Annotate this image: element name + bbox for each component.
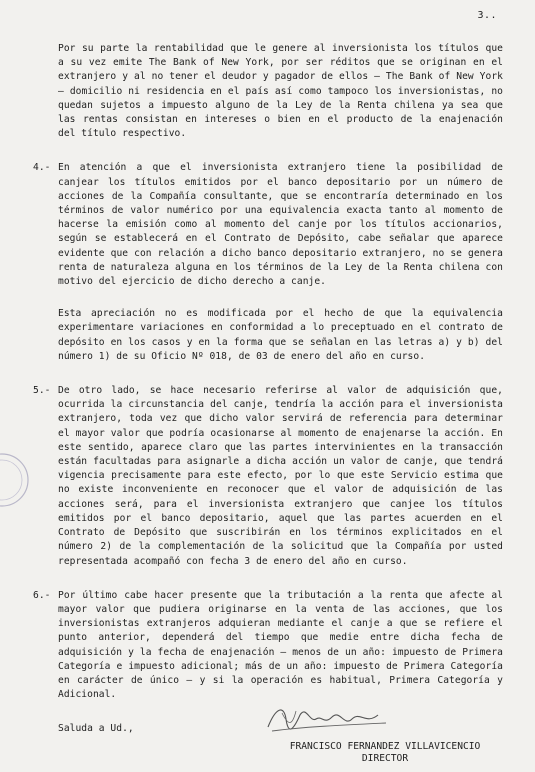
handwritten-signature <box>262 697 392 743</box>
paragraph-number: 6.- <box>33 589 51 601</box>
paragraph-text: Por último cabe hacer presente que la tributación a la renta que afecte al mayor valor que pudiera originarse en la venta de las acciones, que los inversionistas extranjeros adquieran mediante el canje a que se refiere el punto anterior, dependerá del tiempo que medie entre dicha fecha de adquisición y la fecha de enajenación – menos de un año: impuesto de Primera Categoría e impuesto adicional; más de un año: impuesto de Primera Categoría en carácter de único – y si la operación es habitual, Primera Categoría y Adicional. <box>58 589 503 701</box>
numbered-paragraph-4 <box>33 161 503 364</box>
paragraph-text: De otro lado, se hace necesario referirse al valor de adquisición que, ocurrida la circunstancia del canje, tendría la acción para el inversionista extranjero, toda vez que dicho valor servirá de referencia para determinar el mayor valor que podría ocasionarse al momento de enajenarse la acción. En este sentido, aparece claro que las partes intervinientes en la transacción están facultadas para asignarle a dicha acción un valor de canje, que tendrá vigencia precisamente para este efecto, por lo que este Servicio estima que no existe inconveniente en reconocer que el valor de adquisición de las acciones será, para el inversionista extranjero que canjee los títulos emitidos por el banco depositario, aquel que las partes acuerden en el Contrato de Depósito que suscribirán en los términos explicitados en el número 2) de la complementación de la solicitud que la Compañía por usted representada acompañó con fecha 3 de enero del año en curso. <box>58 385 503 567</box>
numbered-paragraph-6 <box>33 589 503 703</box>
paragraph-text-continuation: Esta apreciación no es modificada por el hecho de que la equivalencia experimentare variaciones en conformidad a lo preceptuado en el contrato de depósito en los casos y en la forma que se señalan en las letras a) y b) del número 1) de su Oficio Nº 018, de 03 de enero del año en curso. <box>58 308 503 362</box>
signer-name: FRANCISCO FERNANDEZ VILLAVICENCIO <box>289 741 481 752</box>
numbered-paragraph-5 <box>33 384 503 569</box>
paragraph-intro: Por su parte la rentabilidad que le genere al inversionista los títulos que a su vez emite The Bank of New York, por ser réditos que se originan en el extranjero y al no tener el deudor y pagador de ellos – The Bank of New York – domicilio ni residencia en el país así como tampoco los inversionistas, no quedan sujetos a impuesto alguno de la Ley de la Renta chilena ya sea que las rentas consistan en intereses o bien en el producto de la enajenación del título respectivo. <box>58 43 503 140</box>
signer-title: DIRECTOR <box>361 753 409 764</box>
paragraph-number: 4.- <box>33 162 51 174</box>
closing-salutation: Saluda a Ud., <box>58 723 134 735</box>
paragraph-number: 5.- <box>33 385 51 397</box>
paragraph-text: En atención a que el inversionista extranjero tiene la posibilidad de canjear los títulos emitidos por el banco depositario por un número de acciones de la Compañía consultante, que se encontraría determinado en los términos de valor numérico por una equivalencia exacta tanto al momento de hacerse la emisión como al momento del canje por los títulos accionarios, según se establecerá en el Contrato de Depósito, cabe señalar que aparece evidente que con relación a dicho banco depositario extranjero, no se genera renta de naturaleza alguna en los términos de la Ley de la Renta chilena con motivo del ejercicio de dicho derecho a canje. <box>58 162 503 288</box>
signer-block <box>285 741 485 765</box>
official-seal-stamp <box>0 450 32 510</box>
page-number: 3.. <box>477 10 497 21</box>
letter-body <box>33 42 503 737</box>
